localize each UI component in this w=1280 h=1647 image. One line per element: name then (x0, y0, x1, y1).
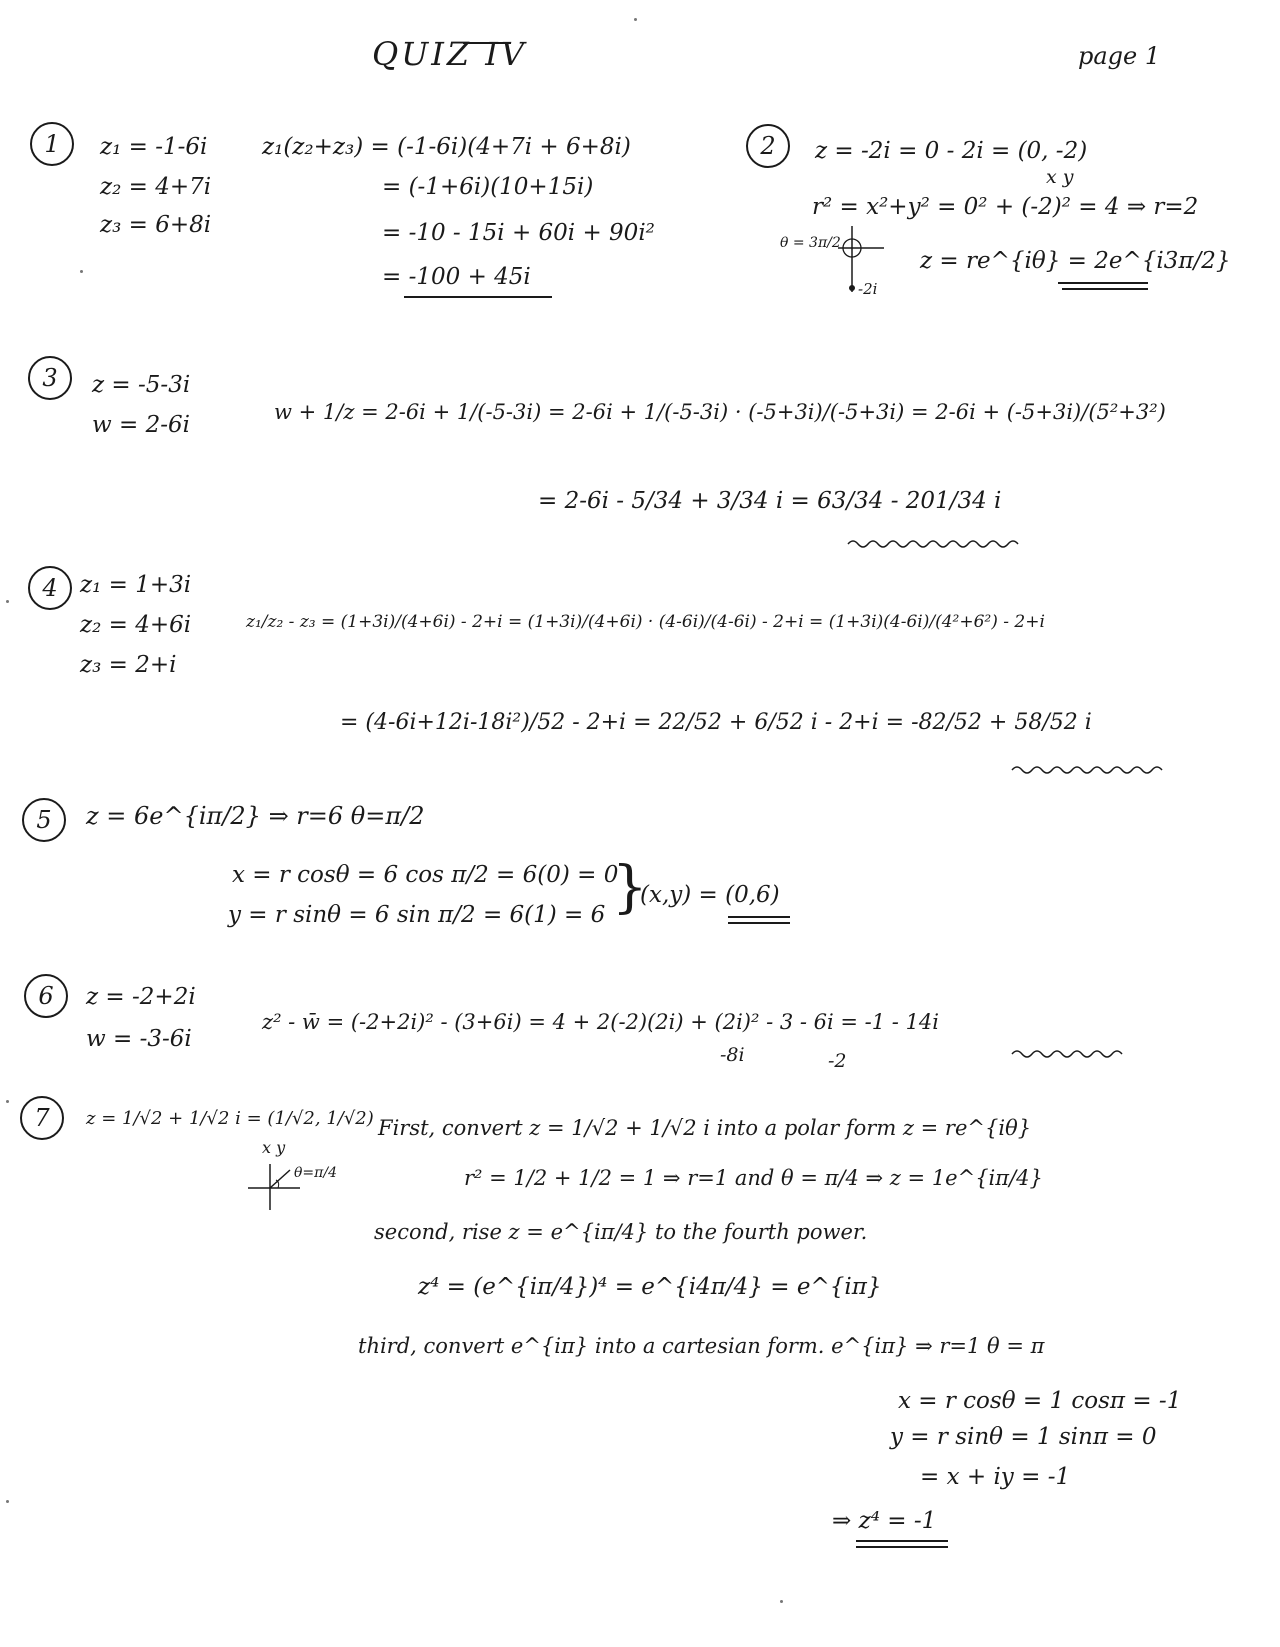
p6-note-1: -8i (720, 1044, 745, 1066)
p6-note-2: -2 (828, 1050, 847, 1072)
p4-wavy-underline (1012, 764, 1162, 776)
problem-1-number: 1 (30, 122, 74, 166)
scan-speck (6, 600, 9, 603)
p3-step-1: w + 1/z = 2-6i + 1/(-5-3i) = 2-6i + 1/(-5-3i) · (-5+3i)/(-5+3i) = 2-6i + (-5+3i)/(5²+3²) (274, 400, 1166, 424)
p7-step-5: third, convert e^{iπ} into a cartesian form. e^{iπ} ⇒ r=1 θ = π (358, 1334, 1045, 1358)
scan-speck (80, 270, 83, 273)
scan-speck (780, 1600, 783, 1603)
p2-result-underline-2 (1062, 288, 1148, 290)
p7-theta-label: θ=π/4 (294, 1165, 337, 1181)
p2-theta-label: θ = 3π/2 (780, 235, 841, 251)
p2-result: z = re^{iθ} = 2e^{i3π/2} (920, 248, 1231, 274)
p1-given-z1: z₁ = -1-6i (100, 134, 208, 160)
p7-step-3: second, rise z = e^{iπ/4} to the fourth power. (374, 1220, 868, 1244)
p1-step-3: = -10 - 15i + 60i + 90i² (382, 220, 655, 246)
p5-step-1: z = 6e^{iπ/2} ⇒ r=6 θ=π/2 (86, 802, 425, 830)
p1-result-underline (404, 296, 552, 298)
page-number: page 1 (1078, 42, 1161, 70)
scan-speck (6, 1500, 9, 1503)
p7-step-1: First, convert z = 1/√2 + 1/√2 i into a polar form z = re^{iθ} (378, 1116, 1032, 1140)
p4-given-z2: z₂ = 4+6i (80, 612, 192, 638)
p7-step-6: x = r cosθ = 1 cosπ = -1 (898, 1388, 1182, 1414)
problem-5-number: 5 (22, 798, 66, 842)
p7-step-8: = x + iy = -1 (920, 1464, 1071, 1490)
p3-wavy-underline (848, 538, 1018, 550)
p5-step-3: y = r sinθ = 6 sin π/2 = 6(1) = 6 (228, 902, 606, 928)
p7-xy-labels: x y (262, 1138, 286, 1157)
p4-step-2: = (4-6i+12i-18i²)/52 - 2+i = 22/52 + 6/52 i - 2+i = -82/52 + 58/52 i (340, 710, 1092, 735)
p1-step-2: = (-1+6i)(10+15i) (382, 174, 594, 200)
p7-step-7: y = r sinθ = 1 sinπ = 0 (890, 1424, 1157, 1450)
p7-step-2: r² = 1/2 + 1/2 = 1 ⇒ r=1 and θ = π/4 ⇒ z = 1e^{iπ/4} (464, 1166, 1043, 1190)
p5-brace: } (612, 855, 648, 920)
p6-given-w: w = -3-6i (86, 1026, 192, 1052)
p5-step-2: x = r cosθ = 6 cos π/2 = 6(0) = 0 (232, 862, 619, 888)
p1-given-z2: z₂ = 4+7i (100, 174, 212, 200)
problem-3-number: 3 (28, 356, 72, 400)
problem-4-number: 4 (28, 566, 72, 610)
p7-result-underline-2 (856, 1546, 948, 1548)
p1-given-z3: z₃ = 6+8i (100, 212, 212, 238)
p2-point-label: -2i (858, 280, 878, 298)
p7-result-underline-1 (856, 1540, 948, 1542)
p1-step-1: z₁(z₂+z₃) = (-1-6i)(4+7i + 6+8i) (262, 134, 631, 160)
p3-step-2: = 2-6i - 5/34 + 3/34 i = 63/34 - 201/34 i (538, 488, 1002, 514)
p2-xy-labels: x y (1046, 166, 1074, 188)
p5-result-underline-2 (728, 922, 790, 924)
p4-given-z3: z₃ = 2+i (80, 652, 177, 678)
p5-result: (x,y) = (0,6) (640, 882, 780, 908)
p4-given-z1: z₁ = 1+3i (80, 572, 192, 598)
scan-speck (634, 18, 637, 21)
p7-result: ⇒ z⁴ = -1 (832, 1508, 937, 1534)
p1-result: = -100 + 45i (382, 264, 531, 290)
p7-given: z = 1/√2 + 1/√2 i = (1/√2, 1/√2) (86, 1108, 374, 1129)
p7-step-4: z⁴ = (e^{iπ/4})⁴ = e^{i4π/4} = e^{iπ} (418, 1274, 882, 1300)
p6-step-1: z² - w̄ = (-2+2i)² - (3+6i) = 4 + 2(-2)(2i) + (2i)² - 3 - 6i = -1 - 14i (262, 1010, 940, 1034)
problem-6-number: 6 (24, 974, 68, 1018)
p3-given-w: w = 2-6i (92, 412, 190, 438)
p2-step-1: z = -2i = 0 - 2i = (0, -2) (815, 138, 1088, 164)
problem-2-number: 2 (746, 124, 790, 168)
p6-wavy-underline (1012, 1048, 1122, 1060)
p3-given-z: z = -5-3i (92, 372, 191, 398)
p4-step-1: z₁/z₂ - z₃ = (1+3i)/(4+6i) - 2+i = (1+3i)/(4+6i) · (4-6i)/(4-6i) - 2+i = (1+3i)(4-6i)/(4²+6²) - 2+i (246, 612, 1045, 632)
problem-7-number: 7 (20, 1096, 64, 1140)
quiz-title: QUIZ IV (372, 35, 527, 73)
title-underline (463, 42, 511, 44)
p2-result-underline-1 (1058, 282, 1148, 284)
scan-speck (6, 1100, 9, 1103)
p5-result-underline-1 (728, 916, 790, 918)
p6-given-z: z = -2+2i (86, 984, 196, 1010)
p2-step-2: r² = x²+y² = 0² + (-2)² = 4 ⇒ r=2 (812, 194, 1199, 220)
